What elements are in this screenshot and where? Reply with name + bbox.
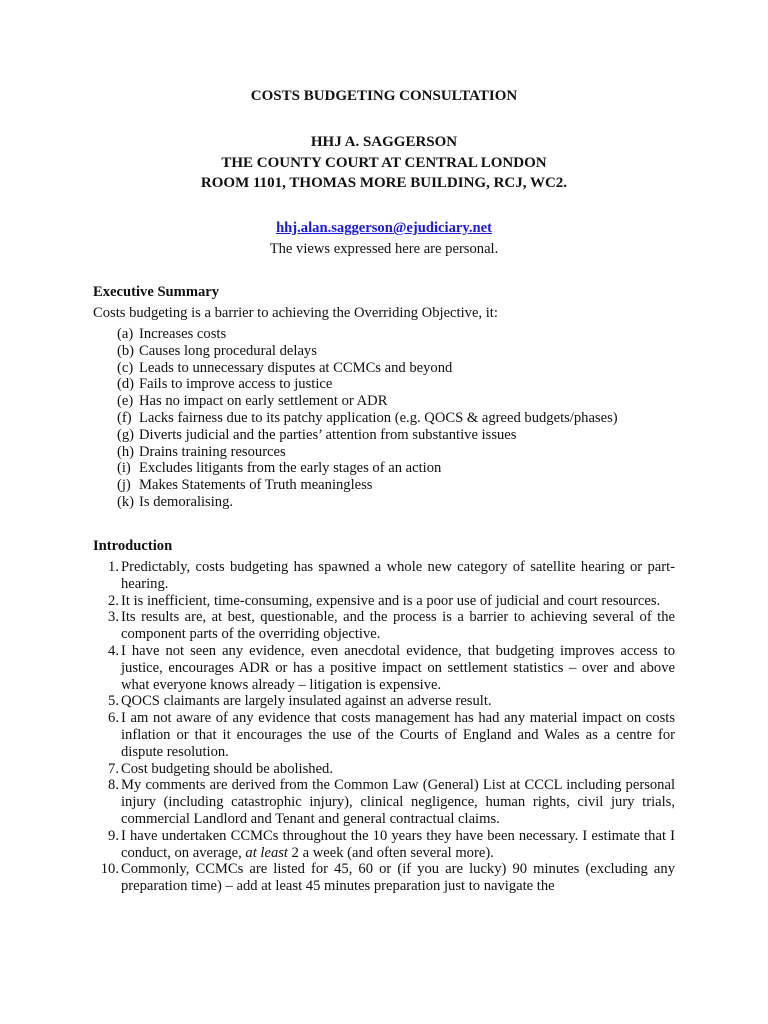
introduction-item — [93, 559, 675, 593]
introduction-item — [93, 693, 675, 710]
introduction-item-number: 4. — [108, 642, 119, 659]
summary-item-text: Increases costs — [139, 326, 227, 342]
summary-item — [117, 494, 699, 511]
introduction-item-text: It is inefficient, time-consuming, expensive and is a poor use of judicial and court resources. — [121, 592, 661, 609]
email-link[interactable]: hhj.alan.saggerson@ejudiciary.net — [276, 220, 492, 236]
summary-item — [117, 343, 699, 360]
summary-item-text: Diverts judicial and the parties’ attention from substantive issues — [139, 426, 517, 443]
summary-item-label: (e) — [117, 393, 134, 410]
summary-item-label: (i) — [117, 460, 131, 477]
introduction-item-text: I am not aware of any evidence that costs management has had any material impact on costs inflation or that it encourages the use of the Courts of England and Wales as a centre for dispute resolution. — [121, 710, 675, 760]
summary-item-text: Drains training resources — [139, 443, 286, 460]
introduction-item-number: 10. — [100, 861, 119, 878]
author-name: HHJ A. SAGGERSON — [310, 134, 458, 150]
introduction-item — [93, 828, 675, 862]
court-address: ROOM 1101, THOMAS MORE BUILDING, RCJ, WC2. — [200, 175, 568, 191]
introduction-item-text: Predictably, costs budgeting has spawned a whole new category of satellite hearing or part-hearing. — [121, 559, 675, 592]
introduction-item-number: 7. — [108, 760, 119, 777]
introduction-item-number: 8. — [108, 777, 119, 794]
summary-item-text: Excludes litigants from the early stages of an action — [139, 460, 442, 477]
summary-item-label: (j) — [117, 477, 131, 494]
introduction-item-number: 6. — [108, 710, 119, 727]
introduction-item-emphasis: at least — [245, 844, 288, 861]
summary-item-label: (h) — [117, 443, 135, 460]
introduction-list — [93, 559, 675, 895]
introduction-item-text: I have undertaken CCMCs throughout the 10 years they have been necessary. I estimate that I conduct, on average, — [121, 827, 675, 861]
summary-item-label: (a) — [117, 326, 134, 342]
court-name: THE COUNTY COURT AT CENTRAL LONDON — [221, 154, 547, 171]
introduction-heading: Introduction — [93, 538, 173, 554]
introduction-item-number: 5. — [108, 693, 119, 710]
introduction-item-text: My comments are derived from the Common Law (General) List at CCCL including personal injury (including catastrophic injury), clinical negligence, human rights, civil jury trials, commercial Landlord and Tenant and general contractual claims. — [121, 777, 675, 827]
email-line — [0, 220, 768, 237]
introduction-item — [93, 593, 675, 610]
summary-item-text: Has no impact on early settlement or ADR — [139, 393, 388, 410]
summary-item-label: (d) — [117, 376, 135, 393]
summary-item-text: Is demoralising. — [139, 493, 234, 510]
summary-item-label: (g) — [117, 426, 135, 443]
summary-item — [117, 477, 699, 494]
introduction-item — [93, 861, 675, 895]
summary-item — [117, 326, 699, 343]
summary-list — [117, 326, 699, 511]
summary-item — [117, 360, 699, 377]
executive-summary-intro: Costs budgeting is a barrier to achieving the Overriding Objective, it: — [93, 305, 498, 321]
introduction-item — [93, 643, 675, 693]
introduction-item-text: Its results are, at best, questionable, and the process is a barrier to achieving several of the component parts of the overriding objective. — [121, 609, 675, 643]
author-block — [0, 132, 768, 194]
summary-item-label: (f) — [117, 409, 132, 426]
summary-item-label: (c) — [117, 359, 134, 376]
summary-item-text: Causes long procedural delays — [139, 342, 317, 359]
summary-item-label: (k) — [117, 493, 135, 510]
introduction-item-text: I have not seen any evidence, even anecdotal evidence, that budgeting improves access to justice, encourages ADR or has a positive impact on settlement statistics – over and above what everyone knows already – litigation is expensive. — [121, 642, 675, 693]
introduction-item-text: QOCS claimants are largely insulated against an adverse result. — [121, 693, 492, 710]
summary-item-text: Lacks fairness due to its patchy application (e.g. QOCS & agreed budgets/phases) — [139, 409, 618, 426]
introduction-item-number: 9. — [108, 827, 119, 844]
summary-item-label: (b) — [117, 342, 135, 359]
summary-item — [117, 427, 699, 444]
summary-item — [117, 410, 699, 427]
summary-item-text: Leads to unnecessary disputes at CCMCs and beyond — [139, 359, 453, 376]
introduction-item — [93, 777, 675, 827]
summary-item-text: Makes Statements of Truth meaningless — [139, 477, 373, 494]
summary-item-text: Fails to improve access to justice — [139, 376, 333, 393]
introduction-item — [93, 609, 675, 643]
document-title: COSTS BUDGETING CONSULTATION — [250, 88, 518, 104]
summary-item — [117, 444, 699, 461]
introduction-item-text: Cost budgeting should be abolished. — [121, 760, 334, 777]
introduction-item-number: 1. — [108, 559, 119, 575]
introduction-item-text: Commonly, CCMCs are listed for 45, 60 or (if you are lucky) 90 minutes (excluding any preparation time) – add at least 45 minutes preparation just to navigate the — [121, 861, 675, 895]
executive-summary-heading: Executive Summary — [93, 284, 220, 300]
summary-item — [117, 376, 699, 393]
summary-item — [117, 460, 699, 477]
summary-item — [117, 393, 699, 410]
introduction-item — [93, 761, 675, 778]
introduction-item-text: 2 a week (and often several more). — [287, 844, 494, 861]
introduction-item-number: 2. — [108, 592, 119, 609]
disclaimer: The views expressed here are personal. — [269, 241, 499, 257]
introduction-item-number: 3. — [108, 609, 119, 626]
introduction-item — [93, 710, 675, 760]
